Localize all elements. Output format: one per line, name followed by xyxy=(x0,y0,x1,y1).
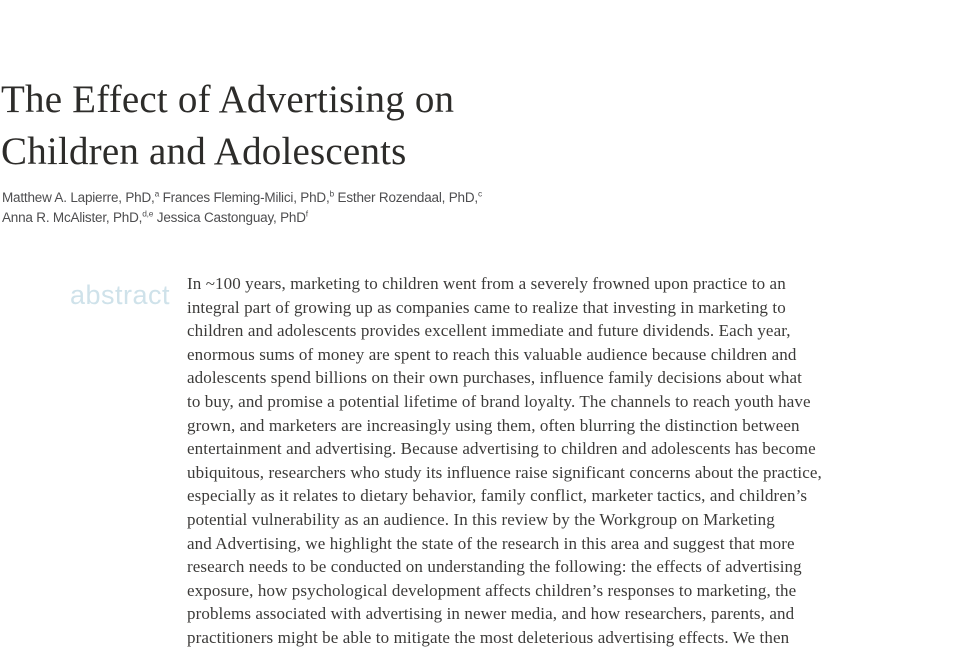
abstract-line: ubiquitous, researchers who study its influence raise significant concerns about the practice, xyxy=(187,462,822,482)
author-affiliation-superscript: b xyxy=(329,188,334,199)
author-affiliation-superscript: a xyxy=(154,188,160,199)
abstract-line: to buy, and promise a potential lifetime of brand loyalty. The channels to reach youth have xyxy=(187,391,811,411)
abstract-line: grown, and marketers are increasingly using them, often blurring the distinction between xyxy=(187,415,800,435)
abstract-line: problems associated with advertising in newer media, and how researchers, parents, and xyxy=(187,604,795,624)
abstract-line: research needs to be conducted on understanding the following: the effects of advertising xyxy=(187,557,802,577)
author-line: Matthew A. Lapierre, PhD,$^a$ Frances Fleming-Milici, PhD,$^b$ Esther Rozendaal, PhD,$^c$ xyxy=(2,188,482,205)
abstract-line: In ~100 years, marketing to children went from a severely frowned upon practice to an xyxy=(187,274,786,293)
title-line: Children and Adolescents xyxy=(1,130,407,173)
abstract-line: and Advertising, we highlight the state of the research in this area and suggest that more xyxy=(187,533,795,553)
author-affiliation-superscript: f xyxy=(305,208,308,219)
title-line: The Effect of Advertising on xyxy=(1,78,455,121)
abstract-line: practitioners might be able to mitigate the most deleterious advertising effects. We then xyxy=(187,627,790,647)
abstract-text xyxy=(187,272,977,650)
page-title xyxy=(1,74,454,178)
abstract-line: especially as it relates to dietary behavior, family conflict, marketer tactics, and children’s xyxy=(187,486,808,506)
abstract-line: adolescents spend billions on their own purchases, influence family decisions about what xyxy=(187,368,802,388)
author-line: Anna R. McAlister, PhD,$^{d,e}$ Jessica Castonguay, PhD$^f$ xyxy=(2,208,308,225)
author-affiliation-superscript: c xyxy=(477,188,482,199)
abstract-line: integral part of growing up as companies came to realize that investing in marketing to xyxy=(187,297,786,317)
author-affiliation-superscript: d,e xyxy=(142,208,154,219)
abstract-line: potential vulnerability as an audience. In this review by the Workgroup on Marketing xyxy=(187,509,775,529)
abstract-line: entertainment and advertising. Because advertising to children and adolescents has become xyxy=(187,439,816,459)
abstract-line: enormous sums of money are spent to reach this valuable audience because children and xyxy=(187,344,797,364)
abstract-line: children and adolescents provides excellent immediate and future dividends. Each year, xyxy=(187,321,791,341)
abstract-line: exposure, how psychological development affects children’s responses to marketing, the xyxy=(187,580,797,600)
author-list xyxy=(2,188,482,228)
abstract-label: abstract xyxy=(70,280,171,310)
